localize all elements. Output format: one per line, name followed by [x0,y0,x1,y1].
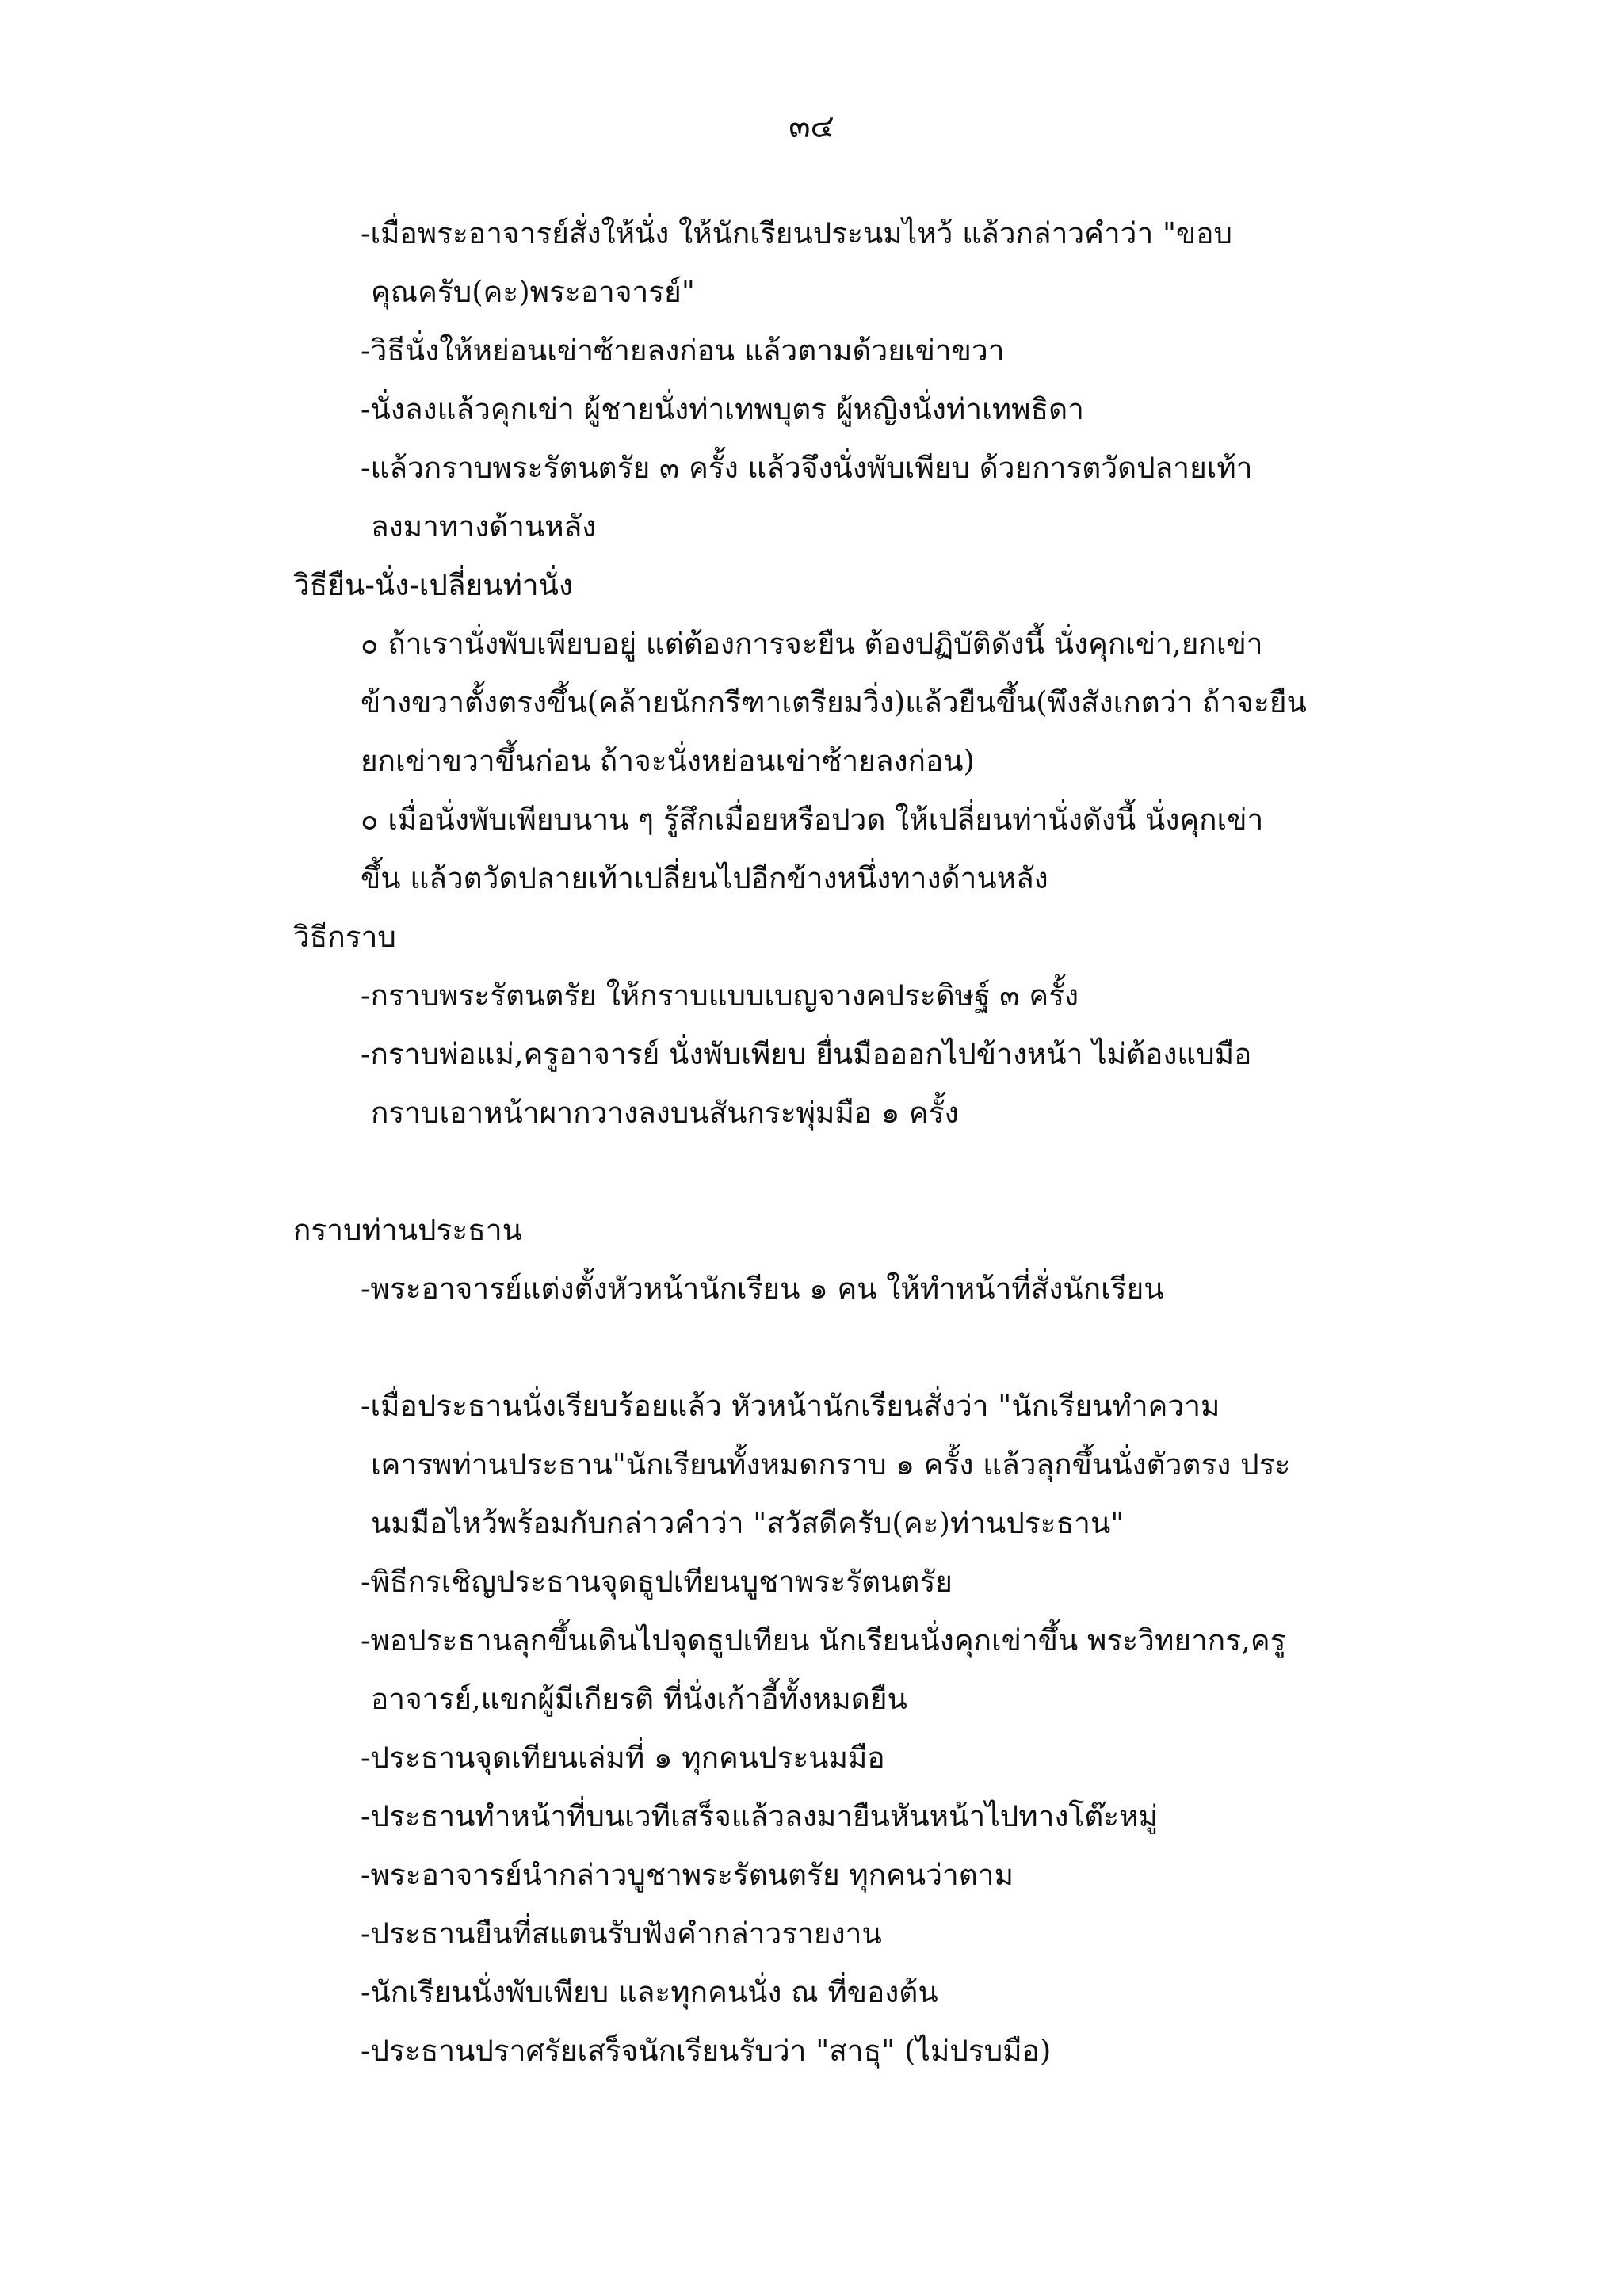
document-body [293,204,1529,2081]
list-item: -ประธานจุดเทียนเล่มที่ ๑ ทุกคนประนมมือ [361,1741,885,1775]
list-item: -แล้วกราบพระรัตนตรัย ๓ ครั้ง แล้วจึงนั่งพับเพียบ ด้วยการตวัดปลายเท้า [361,451,1253,485]
list-item: -ประธานยืนที่สแตนรับฟังคำกล่าวรายงาน [361,1917,882,1951]
list-item: -เมื่อพระอาจารย์สั่งให้นั่ง ให้นักเรียนประนมไหว้ แล้วกล่าวคำว่า "ขอบ [361,216,1233,250]
section-heading: กราบท่านประธาน [293,1213,522,1247]
list-item-continuation: คุณครับ(คะ)พระอาจารย์" [371,275,695,309]
list-item: -พอประธานลุกขึ้นเดินไปจุดธูปเทียน นักเรียนนั่งคุกเข่าขึ้น พระวิทยากร,ครู [361,1623,1286,1657]
section-heading: วิธีกราบ [293,920,396,954]
paragraph-line: ๐ ถ้าเรานั่งพับเพียบอยู่ แต่ต้องการจะยืน ต้องปฏิบัติดังนี้ นั่งคุกเข่า,ยกเข่า [361,627,1263,661]
paragraph-line: ยกเข่าขวาขึ้นก่อน ถ้าจะนั่งหย่อนเข่าซ้ายลงก่อน) [361,744,975,778]
list-item: -กราบพระรัตนตรัย ให้กราบแบบเบญจางคประดิษฐ์ ๓ ครั้ง [361,978,1079,1013]
list-item-continuation: นมมือไหว้พร้อมกับกล่าวคำว่า "สวัสดีครับ(คะ)ท่านประธาน" [371,1506,1125,1540]
page-number: ๓๔ [789,109,834,145]
list-item: -เมื่อประธานนั่งเรียบร้อยแล้ว หัวหน้านักเรียนสั่งว่า "นักเรียนทำความ [361,1389,1220,1423]
blank-line [293,1142,1529,1201]
section-heading: วิธียืน-นั่ง-เปลี่ยนท่านั่ง [293,568,573,602]
paragraph-line: ๐ เมื่อนั่งพับเพียบนาน ๆ รู้สึกเมื่อยหรือปวด ให้เปลี่ยนท่านั่งดังนี้ นั่งคุกเข่า [361,803,1264,837]
list-item-continuation: ลงมาทางด้านหลัง [371,509,597,543]
list-item: -กราบพ่อแม่,ครูอาจารย์ นั่งพับเพียบ ยื่นมือออกไปข้างหน้า ไม่ต้องแบมือ [361,1037,1252,1071]
list-item: -นั่งลงแล้วคุกเข่า ผู้ชายนั่งท่าเทพบุตร ผู้หญิงนั่งท่าเทพธิดา [361,392,1084,426]
list-item: -ประธานปราศรัยเสร็จนักเรียนรับว่า "สาธุ" (ไม่ปรบมือ) [361,2034,1052,2068]
list-item: -พิธีกรเชิญประธานจุดธูปเทียนบูชาพระรัตนตรัย [361,1565,953,1599]
list-item: -วิธีนั่งให้หย่อนเข่าซ้ายลงก่อน แล้วตามด้วยเข่าขวา [361,334,1005,368]
blank-line [293,1318,1529,1377]
list-item: -ประธานทำหน้าที่บนเวทีเสร็จแล้วลงมายืนหันหน้าไปทางโต๊ะหมู่ [361,1799,1158,1833]
list-item: -พระอาจารย์นำกล่าวบูชาพระรัตนตรัย ทุกคนว่าตาม [361,1858,1014,1892]
list-item: -พระอาจารย์แต่งตั้งหัวหน้านักเรียน ๑ คน ให้ทำหน้าที่สั่งนักเรียน [361,1272,1164,1306]
list-item-continuation: กราบเอาหน้าผากวางลงบนสันกระพุ่มมือ ๑ ครั้ง [371,1096,959,1130]
paragraph-line: ขึ้น แล้วตวัดปลายเท้าเปลี่ยนไปอีกข้างหนึ่งทางด้านหลัง [361,861,1048,895]
paragraph-line: ข้างขวาตั้งตรงขึ้น(คล้ายนักกรีฑาเตรียมวิ่ง)แล้วยืนขึ้น(พึงสังเกตว่า ถ้าจะยืน [361,685,1307,719]
list-item-continuation: อาจารย์,แขกผู้มีเกียรติ ที่นั่งเก้าอี้ทั้งหมดยืน [371,1682,907,1716]
list-item: -นักเรียนนั่งพับเพียบ และทุกคนนั่ง ณ ที่ของต้น [361,1975,938,2009]
list-item-continuation: เคารพท่านประธาน"นักเรียนทั้งหมดกราบ ๑ ครั้ง แล้วลุกขึ้นนั่งตัวตรง ประ [371,1447,1291,1482]
